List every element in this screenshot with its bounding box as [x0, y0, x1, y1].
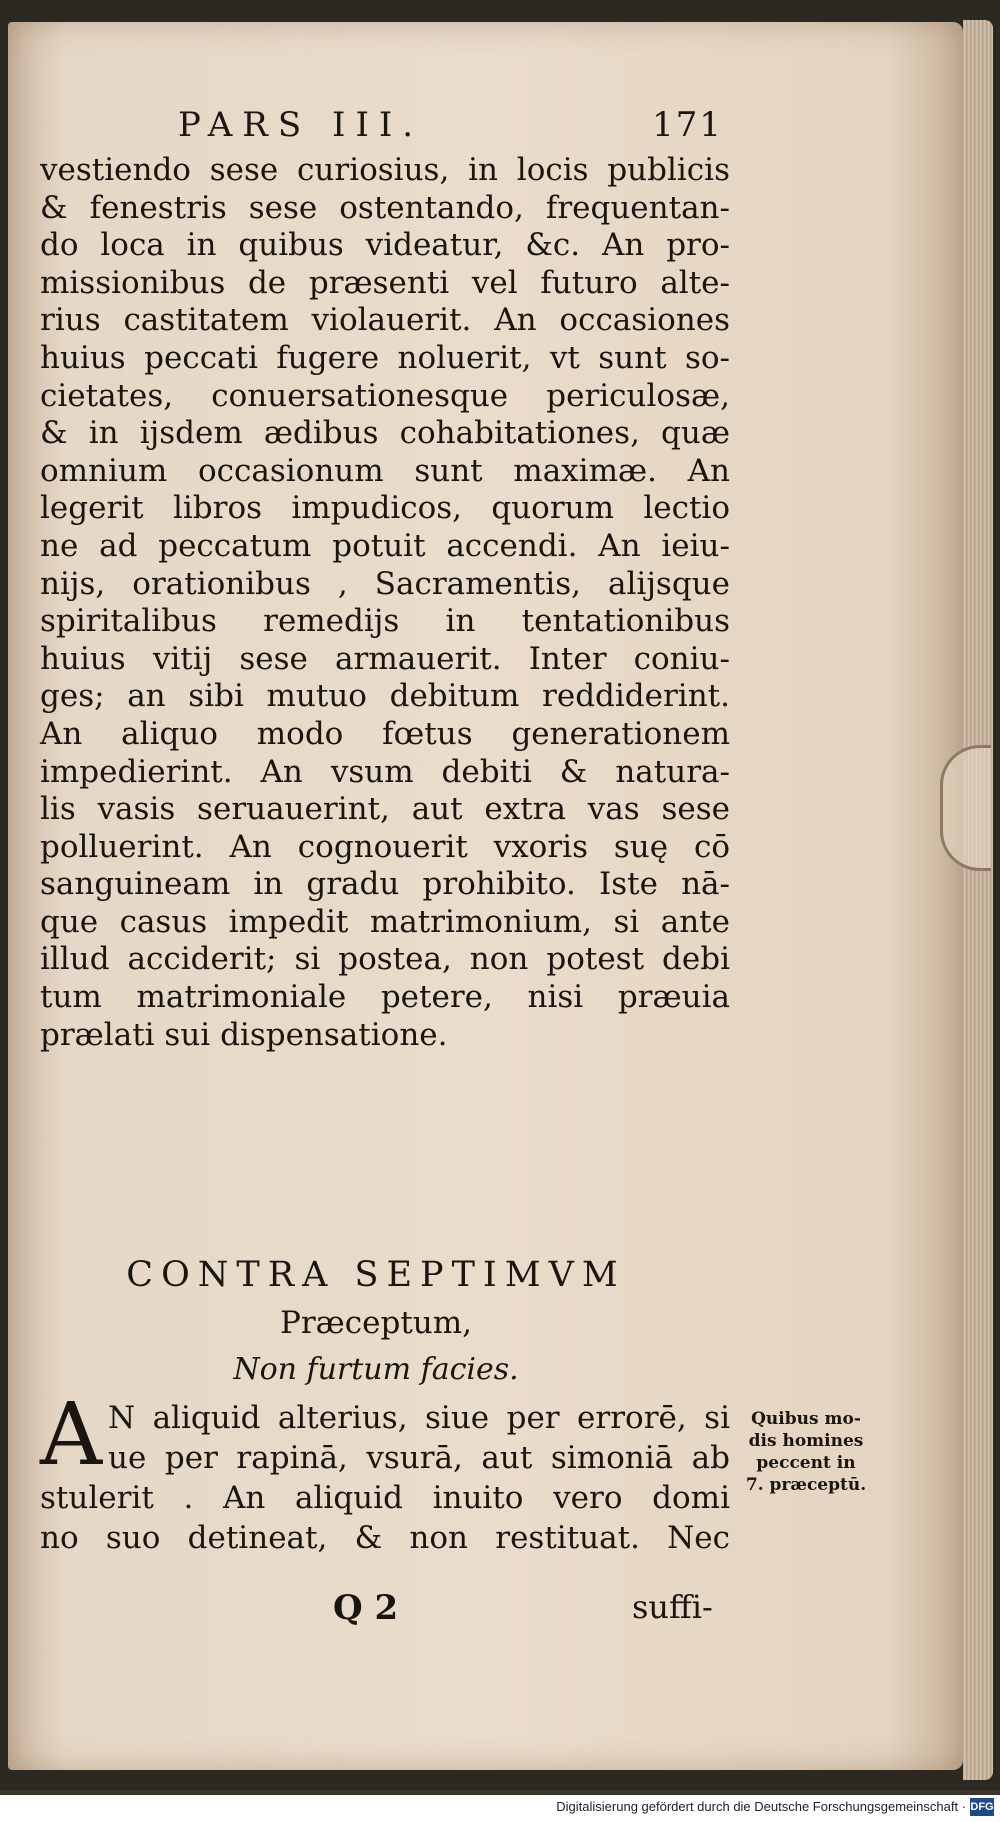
text-line: que casus impedit matrimonium, si ante — [40, 903, 730, 940]
marginal-note — [726, 1408, 886, 1496]
section-heading: CONTRA SEPTIMVM — [126, 1255, 626, 1295]
signature-mark: Q 2 — [333, 1588, 399, 1628]
digitization-footer — [0, 1795, 1000, 1822]
text-line: omnium occasionum sunt maximæ. An — [40, 452, 730, 489]
text-line: legerit libros impudicos, quorum lectio — [40, 490, 730, 527]
text-line: stulerit . An aliquid inuito vero domi — [40, 1480, 730, 1516]
book-clasp — [940, 745, 991, 871]
running-header — [178, 105, 723, 145]
text-line: ne ad peccatum potuit accendi. An ieiu- — [40, 527, 730, 564]
text-line: lis vasis seruauerint, aut extra vas sese — [40, 791, 730, 828]
marginal-note-line: dis homines — [748, 1431, 864, 1451]
section-motto: Non furtum facies. — [233, 1352, 519, 1387]
text-line: cietates, conuersationesque periculosæ, — [40, 377, 730, 414]
text-line: sanguineam in gradu prohibito. Iste nā- — [40, 866, 730, 903]
text-line: ges; an sibi mutuo debitum reddiderint. — [40, 678, 730, 715]
text-line: prælati sui dispensatione. — [40, 1016, 448, 1053]
text-line: illud acciderit; si postea, non potest debi — [40, 941, 730, 978]
text-line: tum matrimoniale petere, nisi præuia — [40, 979, 730, 1016]
section-subheading: Præceptum, — [279, 1305, 473, 1341]
running-title: PARS III. — [178, 105, 424, 145]
text-line: rius castitatem violauerit. An occasiones — [40, 302, 730, 339]
text-line: nijs, orationibus , Sacramentis, alijsque — [40, 565, 730, 602]
text-line: & fenestris sese ostentando, frequentan- — [40, 189, 730, 226]
text-line: vestiendo sese curiosius, in locis publicis — [40, 152, 730, 188]
text-line: polluerint. An cognouerit vxoris suę cō — [40, 828, 730, 865]
paragraph-seventh-commandment — [40, 1398, 730, 1558]
text-line: do loca in quibus videatur, &c. An pro- — [40, 227, 730, 264]
text-line: no suo detineat, & non restituat. Nec — [40, 1520, 730, 1556]
text-line: huius vitij sese armauerit. Inter coniu- — [40, 640, 730, 677]
text-line: huius peccati fugere noluerit, vt sunt so- — [40, 339, 730, 376]
marginal-note-line: peccent in — [756, 1453, 856, 1473]
text-line: N aliquid alterius, siue per errorē, si — [108, 1400, 730, 1436]
text-line: ue per rapinā, vsurā, aut simoniā ab — [108, 1440, 730, 1476]
page-fore-edge — [963, 20, 993, 1780]
text-line: & in ijsdem ædibus cohabitationes, quæ — [40, 415, 730, 452]
text-line: spiritalibus remedijs in tentationibus — [40, 603, 730, 640]
paragraph-confession-questions — [40, 152, 730, 1054]
text-line: missionibus de præsenti vel futuro alte- — [40, 264, 730, 301]
page-number: 171 — [652, 105, 723, 145]
drop-capital: A — [40, 1385, 103, 1485]
marginal-note-line: Quibus mo- — [751, 1409, 861, 1429]
text-line: An aliquo modo fœtus generationem — [40, 715, 730, 752]
funding-credit: Digitalisierung gefördert durch die Deutsche Forschungsgemeinschaft · — [556, 1799, 966, 1814]
text-line: impedierint. An vsum debiti & natura- — [40, 753, 730, 790]
dfg-logo[interactable]: DFG — [970, 1798, 994, 1816]
marginal-note-line: 7. præceptū. — [745, 1475, 867, 1495]
catchword: suffi- — [632, 1588, 713, 1626]
